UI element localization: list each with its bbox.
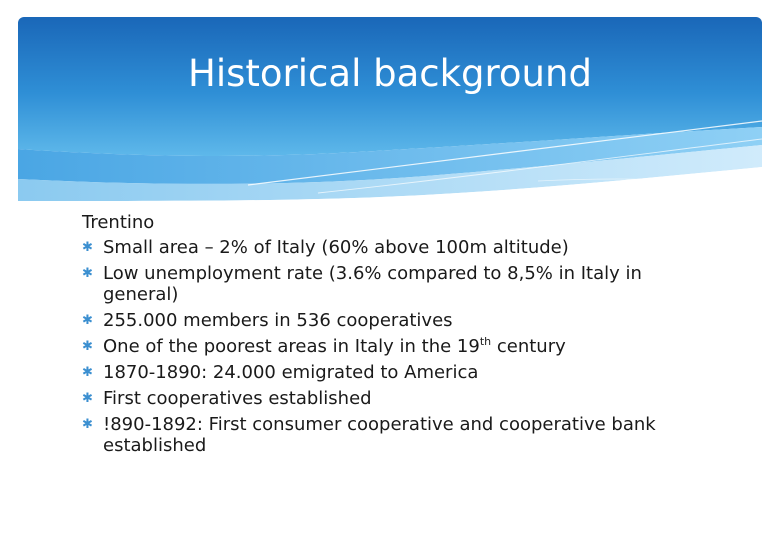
bullet-item [82, 310, 702, 331]
bullet-list [82, 237, 702, 456]
slide-title: Historical background [188, 52, 592, 95]
asterisk-icon: ✱ [82, 313, 93, 328]
bullet-text: First cooperatives established [103, 388, 372, 409]
bullet-item [82, 414, 702, 456]
bullet-item [82, 237, 702, 258]
asterisk-icon: ✱ [82, 266, 93, 281]
section-heading: Trentino [82, 212, 155, 233]
ordinal-suffix: th [479, 335, 492, 348]
title-banner [18, 17, 762, 201]
asterisk-icon: ✱ [82, 339, 93, 354]
bullet-text-tail: century [491, 336, 566, 357]
asterisk-icon: ✱ [82, 417, 93, 432]
bullet-item [82, 362, 702, 383]
bullet-text: 255.000 members in 536 cooperatives [103, 310, 453, 331]
bullet-text: Low unemployment rate (3.6% compared to 8,5% in Italy in general) [103, 263, 642, 305]
bullet-item [82, 263, 702, 305]
bullet-item [82, 336, 702, 357]
slide-body [82, 210, 702, 461]
asterisk-icon: ✱ [82, 240, 93, 255]
asterisk-icon: ✱ [82, 391, 93, 406]
asterisk-icon: ✱ [82, 365, 93, 380]
bullet-text [103, 336, 566, 357]
bullet-text: Small area – 2% of Italy (60% above 100m altitude) [103, 237, 569, 258]
banner-wave-graphic [18, 17, 762, 201]
bullet-item [82, 388, 702, 409]
bullet-text-main: One of the poorest areas in Italy in the 19 [103, 336, 480, 357]
bullet-text: !890-1892: First consumer cooperative and cooperative bank established [103, 414, 656, 456]
bullet-text: 1870-1890: 24.000 emigrated to America [103, 362, 479, 383]
